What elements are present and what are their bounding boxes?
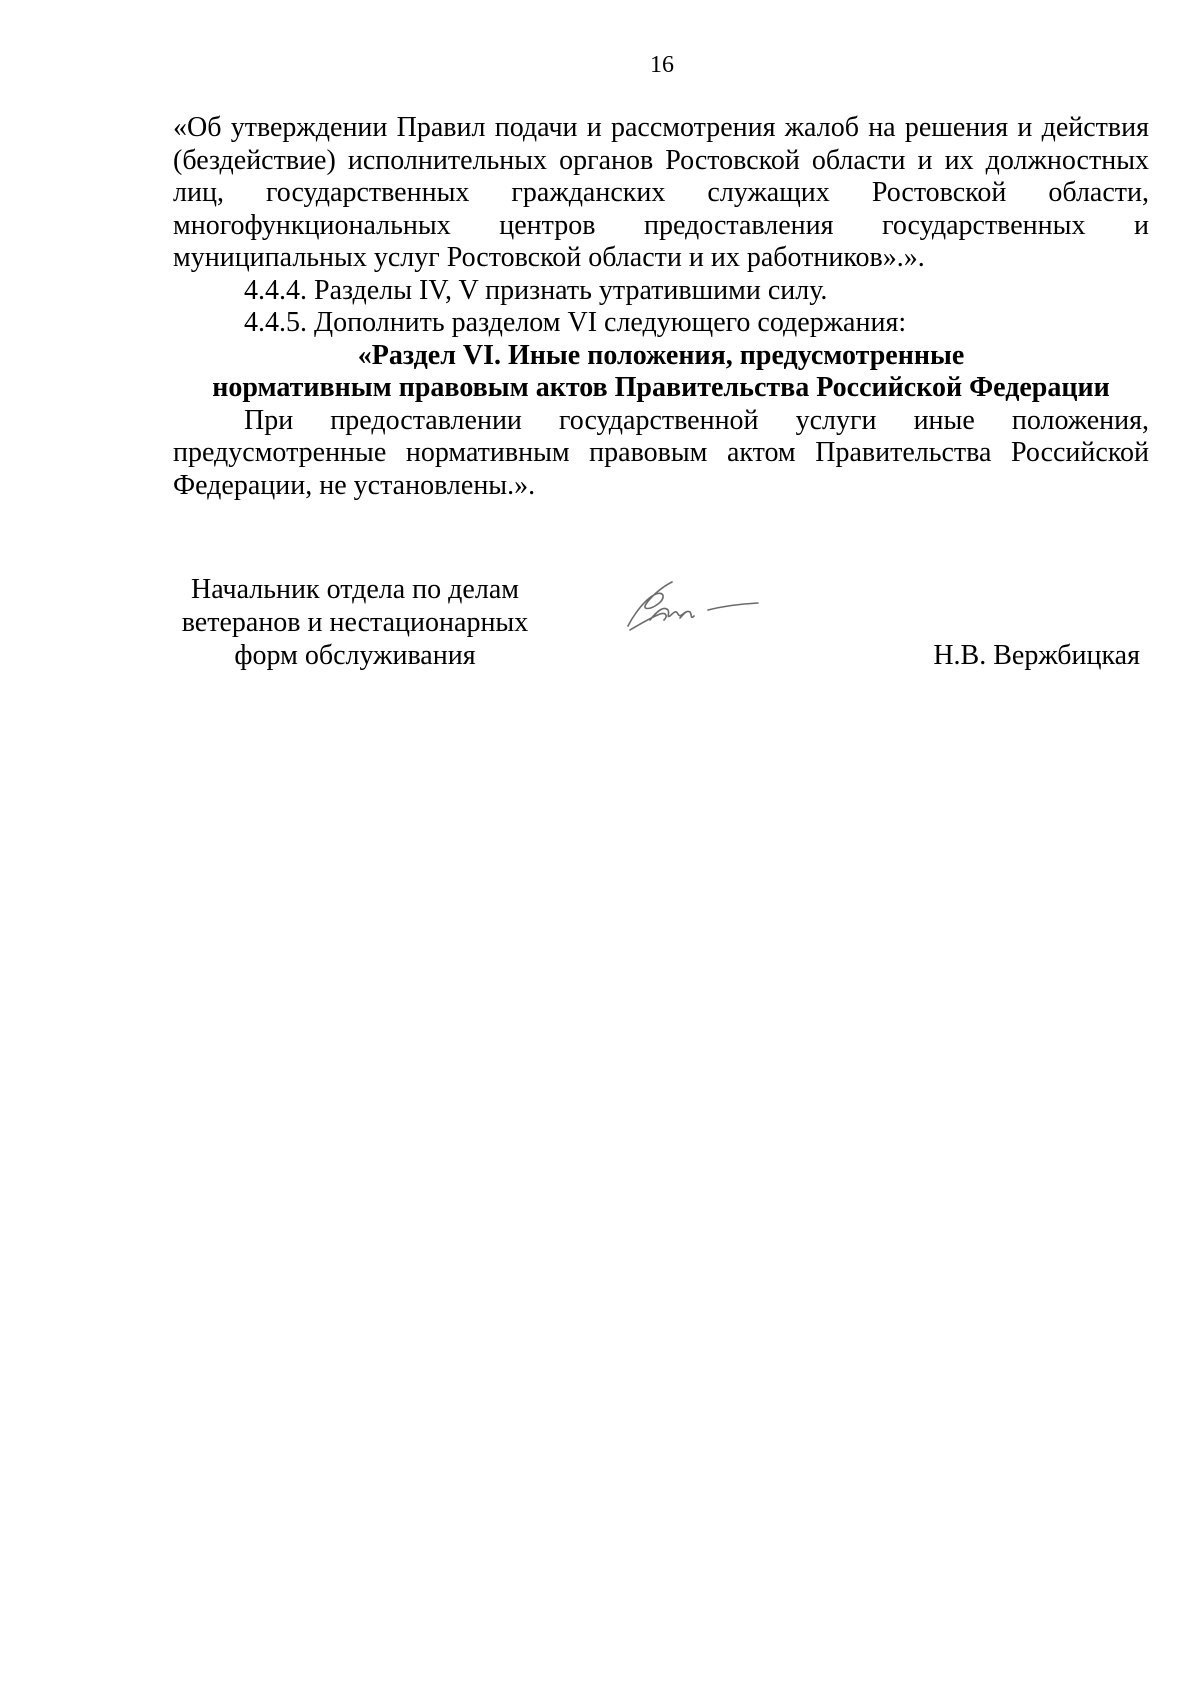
signer-name: Н.В. Вержбицкая: [933, 640, 1140, 671]
signer-position: [160, 573, 550, 672]
handwritten-signature: [620, 574, 770, 638]
paragraph-section-vi-text: При предоставлении государственной услуги иные положения, предусмотренные нормативным правовым актом Правительства Российской Федерации, не установлены.».: [173, 404, 1149, 501]
signer-position-line-3: форм обслуживания: [234, 640, 476, 671]
paragraph-resolution-title: «Об утверждении Правил подачи и рассмотрения жалоб на решения и действия (бездействие) исполнительных органов Ростовской области и их должностных лиц, государственных гражданских служащих Ростовской области, многофункциональных центров предоставления государственных и муниципальных услуг Ростовской области и их работников».».: [173, 112, 1149, 273]
section-heading-line-2: нормативным правовым актов Правительства Российской Федерации: [212, 372, 1110, 403]
signer-position-line-2: ветеранов и нестационарных: [181, 607, 529, 638]
document-body: [173, 112, 1149, 502]
paragraph-item-4-4-5: 4.4.5. Дополнить разделом VI следующего содержания:: [244, 307, 907, 338]
paragraph-item-4-4-4: 4.4.4. Разделы IV, V признать утратившими силу.: [244, 274, 828, 306]
section-heading-line-1: «Раздел VI. Иные положения, предусмотренные: [357, 339, 965, 371]
signer-position-line-1: Начальник отдела по делам: [191, 574, 519, 605]
page-number: 16: [650, 52, 674, 78]
